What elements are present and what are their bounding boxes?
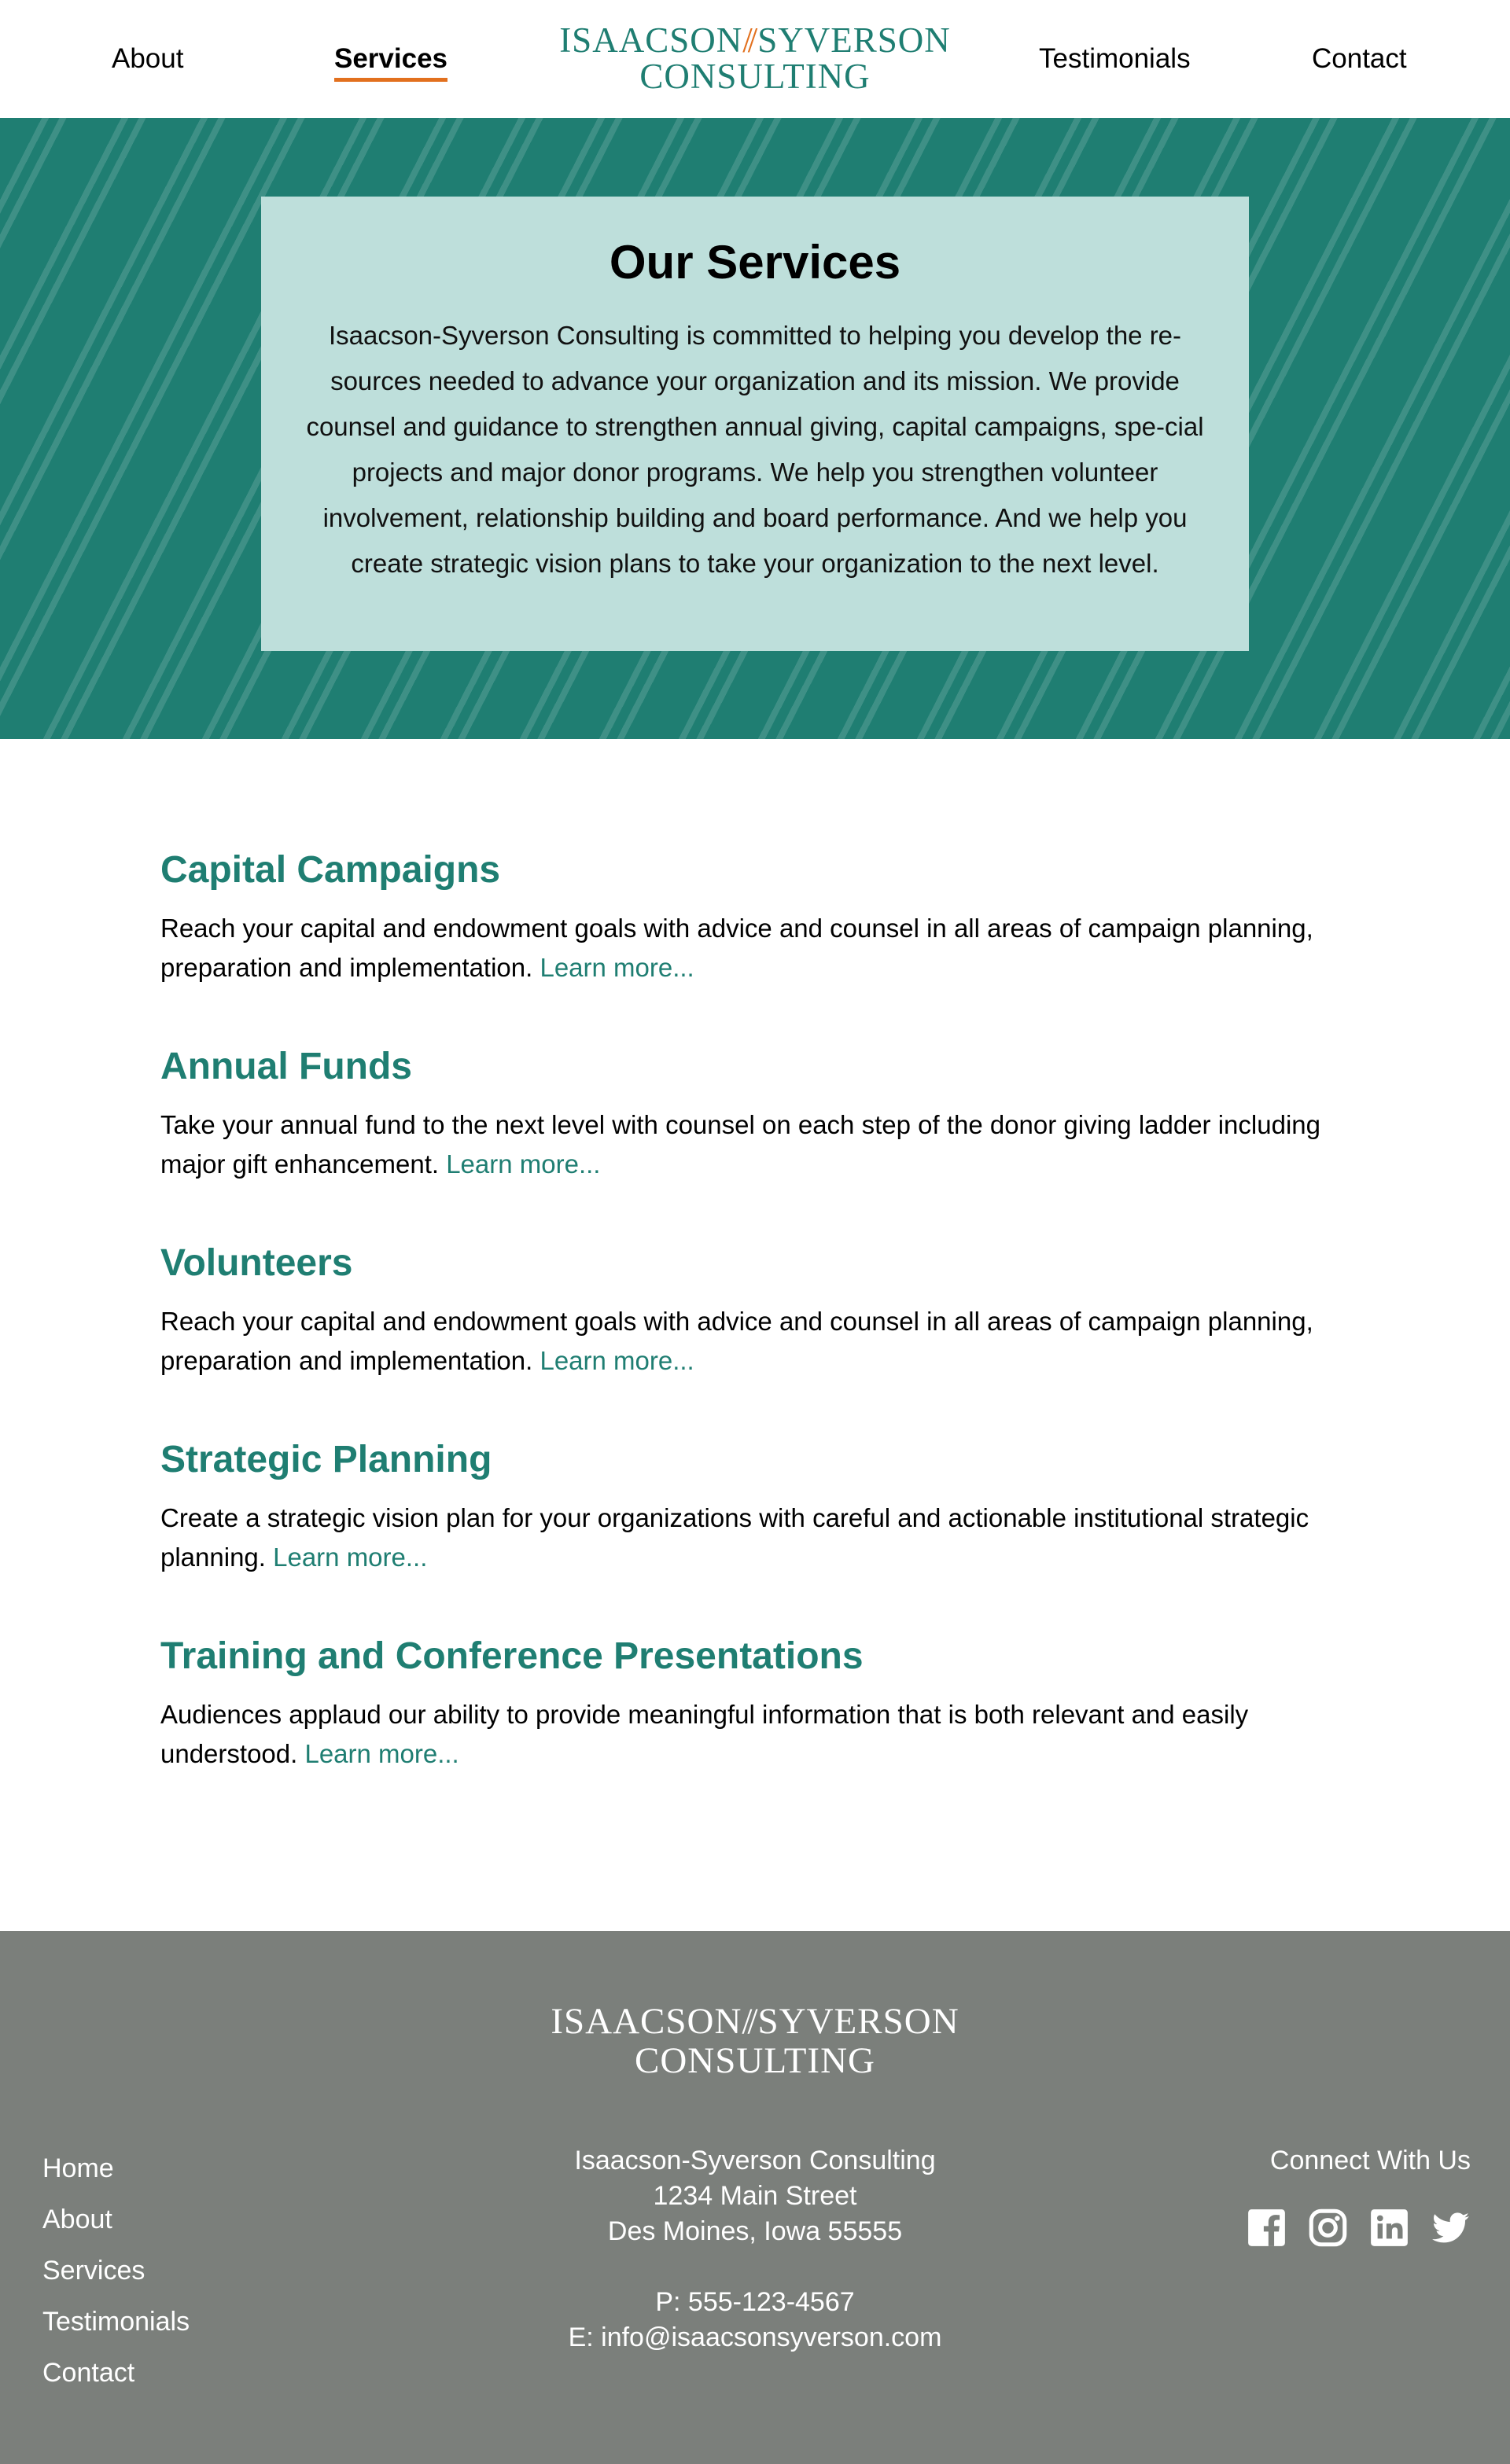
footer-phone[interactable]: P: 555-123-4567 (655, 2287, 855, 2317)
footer-logo[interactable] (480, 2002, 1030, 2080)
footer-street: 1234 Main Street (653, 2181, 857, 2211)
services-list (0, 739, 1372, 1914)
logo-word-syverson: SYVERSON (757, 20, 951, 60)
hero-card (261, 197, 1249, 651)
footer-logo-line-2: CONSULTING (635, 2040, 875, 2081)
hero-intro-text: Isaacson-Syverson Consulting is committed to helping you develop the re-sources needed to advance your organization and its mission. We provide counsel and guidance to strengthen annual giving, capital campaigns, spe-cial projects and major donor programs. We help you strengthen volunteer involvement, relationship building and board performance. And we help you create strategic vision plans to take your organization to the next level. (306, 321, 1204, 578)
service-description-text: Reach your capital and endowment goals with advice and counsel in all areas of campaign planning, preparation and implementation. (160, 914, 1313, 982)
nav-about[interactable]: About (112, 43, 184, 74)
service-title: Training and Conference Presentations (160, 1635, 864, 1677)
footer-email[interactable]: E: info@isaacsonsyverson.com (568, 2322, 942, 2352)
logo-separator: // (742, 20, 753, 60)
footer-social (1247, 2143, 1471, 2248)
nav-services[interactable]: Services (334, 39, 447, 79)
footer-company-name: Isaacson-Syverson Consulting (574, 2146, 936, 2175)
logo-word-isaacson: ISAACSON (559, 20, 743, 60)
footer-nav-contact[interactable]: Contact (42, 2358, 135, 2388)
site-logo[interactable] (535, 22, 975, 94)
service-description (160, 1302, 1364, 1381)
service-title: Annual Funds (160, 1046, 412, 1087)
logo-line-2: CONSULTING (639, 57, 871, 96)
learn-more-link[interactable]: Learn more... (304, 1739, 459, 1768)
footer-logo-word-syverson: SYVERSON (757, 2001, 959, 2042)
footer-nav-testimonials[interactable]: Testimonials (42, 2307, 190, 2337)
service-training-presentations (160, 1632, 1372, 1774)
service-volunteers (160, 1239, 1372, 1381)
service-description-text: Take your annual fund to the next level with counsel on each step of the donor giving ladder including major gift enhancement. (160, 1110, 1320, 1179)
learn-more-link[interactable]: Learn more... (446, 1149, 601, 1179)
page-title: Our Services (609, 236, 901, 289)
hero-banner (0, 118, 1510, 739)
instagram-icon[interactable] (1308, 2208, 1348, 2248)
twitter-icon[interactable] (1431, 2208, 1471, 2248)
footer-logo-word-isaacson: ISAACSON (551, 2001, 742, 2042)
linkedin-icon[interactable] (1369, 2208, 1409, 2248)
connect-label: Connect With Us (1269, 2146, 1471, 2175)
site-footer (0, 1931, 1510, 2464)
facebook-icon[interactable] (1247, 2208, 1287, 2248)
service-description (160, 1695, 1364, 1774)
service-description-text: Create a strategic vision plan for your organizations with careful and actionable institutional strategic planning. (160, 1503, 1309, 1572)
service-description (160, 909, 1364, 987)
service-capital-campaigns (160, 846, 1372, 987)
footer-spacer (440, 2249, 1070, 2285)
learn-more-link[interactable]: Learn more... (273, 1543, 428, 1572)
footer-city: Des Moines, Iowa 55555 (607, 2216, 903, 2246)
service-description (160, 1499, 1364, 1577)
service-title: Volunteers (160, 1242, 353, 1284)
footer-nav-services[interactable]: Services (42, 2256, 145, 2286)
nav-testimonials[interactable]: Testimonials (1039, 43, 1191, 74)
footer-logo-line-1 (480, 2002, 1030, 2041)
site-header (0, 0, 1510, 118)
service-title: Capital Campaigns (160, 849, 501, 891)
footer-nav-home[interactable]: Home (42, 2153, 114, 2183)
learn-more-link[interactable]: Learn more... (540, 1346, 694, 1375)
service-description (160, 1105, 1364, 1184)
footer-logo-separator: // (742, 2001, 753, 2042)
learn-more-link[interactable]: Learn more... (540, 953, 694, 982)
logo-line-1 (535, 22, 975, 58)
footer-nav (42, 2143, 190, 2399)
footer-contact-info (440, 2143, 1070, 2356)
service-description-text: Reach your capital and endowment goals with advice and counsel in all areas of campaign planning, preparation and implementation. (160, 1307, 1313, 1375)
social-icons (1247, 2208, 1471, 2248)
service-strategic-planning (160, 1436, 1372, 1577)
service-annual-funds (160, 1043, 1372, 1184)
service-title: Strategic Planning (160, 1439, 492, 1480)
nav-contact[interactable]: Contact (1312, 43, 1407, 74)
service-description-text: Audiences applaud our ability to provide meaningful information that is both relevant and easily understood. (160, 1700, 1249, 1768)
footer-nav-about[interactable]: About (42, 2205, 112, 2234)
